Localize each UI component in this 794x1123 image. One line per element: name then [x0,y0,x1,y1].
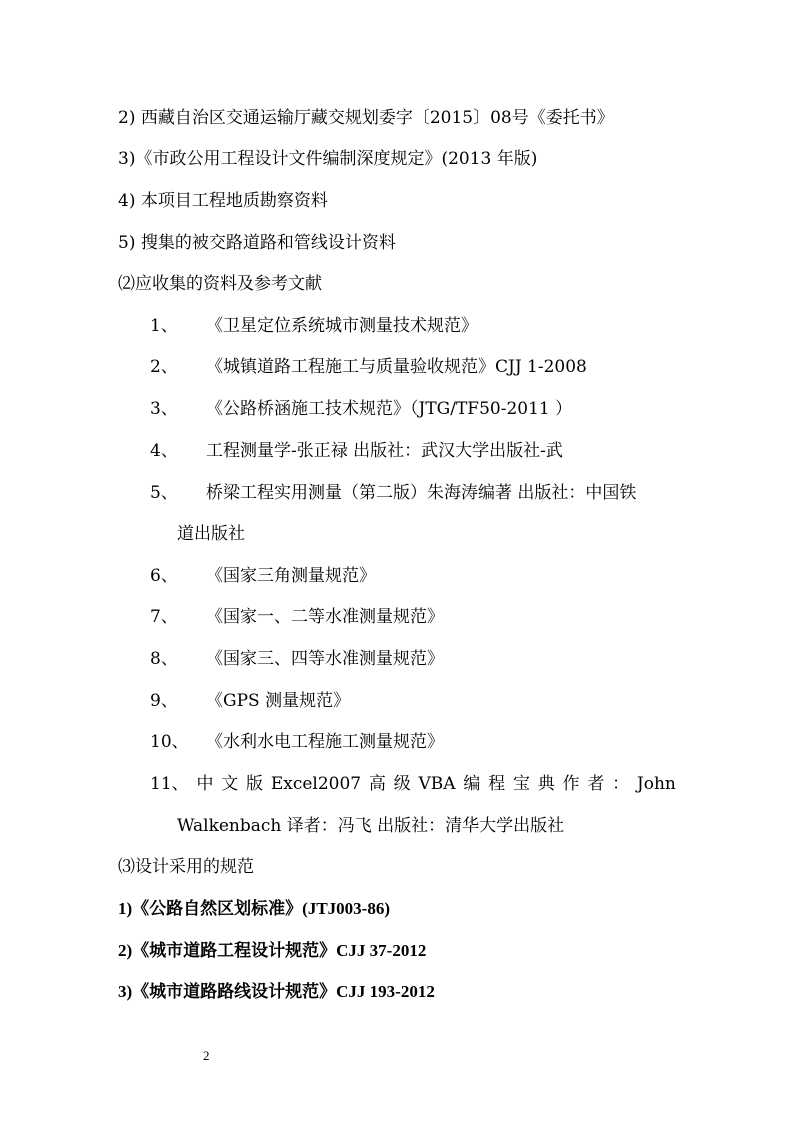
reference-number: 2、 [150,357,178,377]
reference-word: 文 [221,774,239,794]
page-number: 2 [203,1048,210,1063]
standard-item: 2)《城市道路工程设计规范》CJJ 37-2012 [118,941,427,960]
reference-item [150,440,563,462]
reference-continuation: Walkenbach 译者：冯飞 出版社：清华大学出版社 [177,816,565,836]
reference-number: 1、 [150,316,178,336]
intro-item: 2) 西藏自治区交通运输厅藏交规划委字〔2015〕08号《委托书》 [118,108,614,128]
reference-continuation: 道出版社 [177,524,245,544]
reference-word: VBA [418,774,456,794]
reference-text: 《卫星定位系统城市测量技术规范》 [206,316,478,336]
reference-text: 《GPS 测量规范》 [206,691,351,711]
reference-text: 《公路桥涵施工技术规范》（JTG/TF50-2011 ） [206,399,573,419]
reference-item [150,731,444,753]
reference-word: 版 [246,774,264,794]
reference-word: ： [612,774,630,794]
intro-item: 5) 搜集的被交路道路和管线设计资料 [118,233,396,253]
reference-number: 3、 [150,399,178,419]
section-heading: ⑵应收集的资料及参考文献 [118,274,322,294]
reference-word: 中 [196,774,214,794]
reference-word: 级 [393,774,411,794]
reference-word: 作 [562,774,580,794]
reference-number: 10、 [150,732,189,752]
reference-word: 典 [537,774,555,794]
reference-number: 4、 [150,441,178,461]
reference-text: 工程测量学-张正禄 出版社：武汉大学出版社-武 [206,441,563,461]
reference-number: 9、 [150,691,178,711]
reference-item-justified [150,773,676,795]
reference-word: 编 [463,774,481,794]
reference-text: 《国家一、二等水准测量规范》 [206,607,444,627]
reference-number: 7、 [150,607,178,627]
reference-item [150,356,587,378]
reference-number: 8、 [150,649,178,669]
reference-text: 《国家三、四等水准测量规范》 [206,649,444,669]
intro-item: 3)《市政公用工程设计文件编制深度规定》(2013 年版) [118,149,538,169]
reference-text: 《城镇道路工程施工与质量验收规范》CJJ 1-2008 [206,357,587,377]
standard-item: 1)《公路自然区划标准》(JTJ003-86) [118,899,390,918]
reference-item [150,648,444,670]
reference-word: 者 [587,774,605,794]
reference-text: 《水利水电工程施工测量规范》 [206,732,444,752]
reference-item [150,398,572,420]
reference-word: 宝 [512,774,530,794]
reference-word: John [636,774,676,794]
reference-item [150,690,350,712]
reference-text: 《国家三角测量规范》 [206,566,376,586]
reference-word: 程 [488,774,506,794]
reference-item [150,315,478,337]
standard-item: 3)《城市道路路线设计规范》CJJ 193-2012 [118,982,435,1001]
reference-number: 6、 [150,566,178,586]
reference-item [150,565,376,587]
reference-word: 高 [368,774,386,794]
reference-number: 5、 [150,483,178,503]
reference-item [150,606,444,628]
reference-word: Excel2007 [270,774,362,794]
reference-text: 桥梁工程实用测量（第二版）朱海涛编著 出版社：中国铁 [206,483,637,503]
reference-item [150,482,636,504]
intro-item: 4) 本项目工程地质勘察资料 [118,191,328,211]
reference-word: 11、 [150,774,189,794]
section-heading: ⑶设计采用的规范 [118,857,254,877]
